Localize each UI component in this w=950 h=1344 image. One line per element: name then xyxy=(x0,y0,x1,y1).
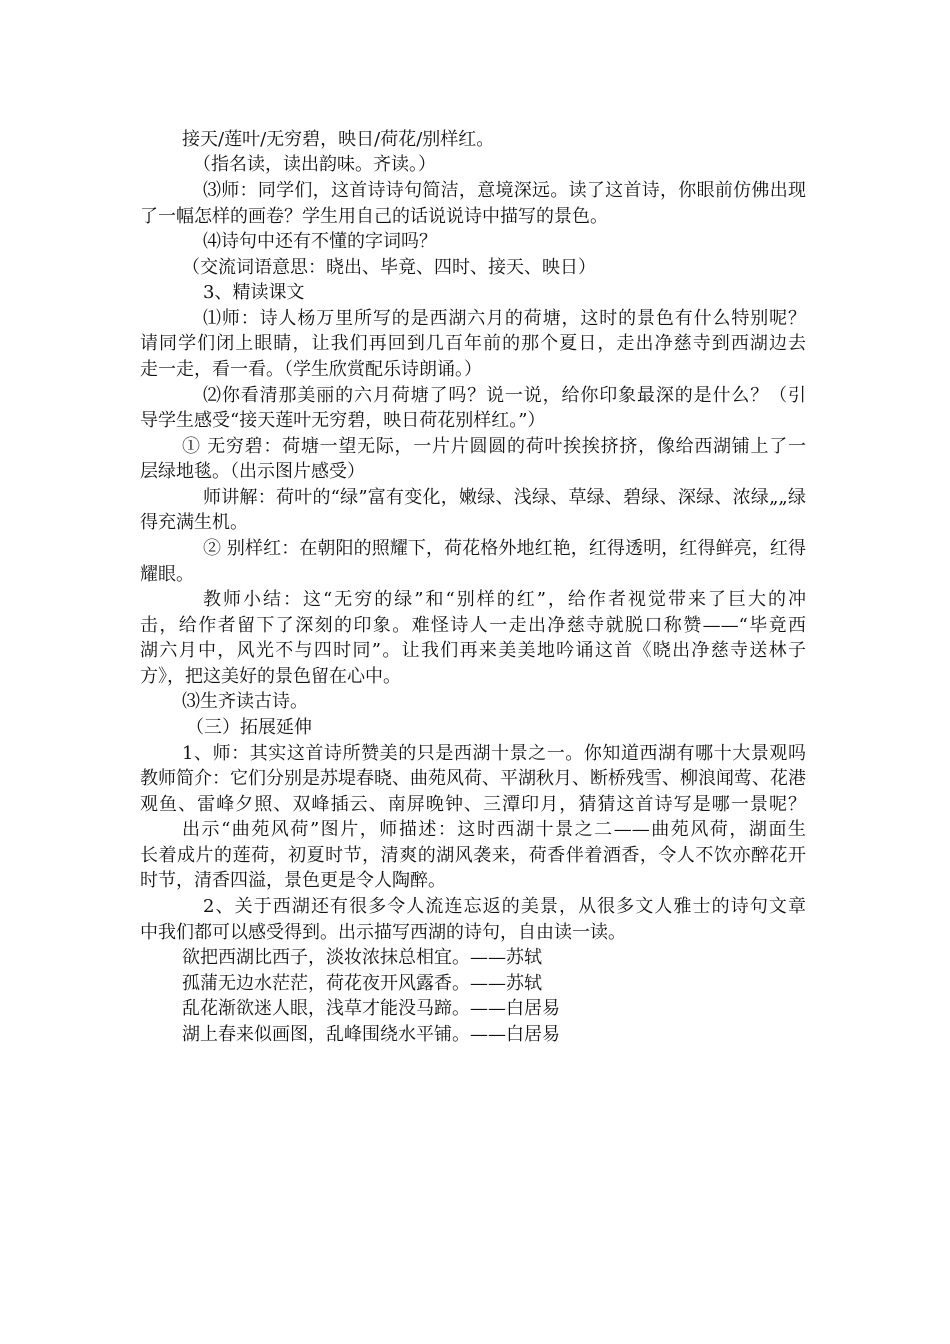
text-line: （交流词语意思：晓出、毕竟、四时、接天、映日） xyxy=(182,257,596,278)
text-line: 耀眼。 xyxy=(140,564,194,585)
text-line: 教师小结：这“无穷的绿”和“别样的红”，给作者视觉带来了巨大的冲 xyxy=(203,589,806,610)
text-line: 方》，把这美好的景色留在心中。 xyxy=(140,666,401,687)
text-line: 接天/莲叶/无穷碧，映日/荷花/别样红。 xyxy=(182,129,495,150)
text-line: ⑴师：诗人杨万里所写的是西湖六月的荷塘，这时的景色有什么特别呢？ xyxy=(203,308,806,329)
section-heading: （三）拓展延伸 xyxy=(186,717,312,738)
text-line: 得充满生机。 xyxy=(140,512,248,533)
text-line: 出示“曲苑风荷”图片，师描述：这时西湖十景之二——曲苑风荷，湖面生 xyxy=(182,819,806,840)
text-line: ⑷诗句中还有不懂的字词吗？ xyxy=(203,231,437,252)
text-line: 湖六月中，风光不与四时同”。让我们再来美美地吟诵这首《晓出净慈寺送林子 xyxy=(140,640,806,661)
poem-line: 孤蒲无边水茫茫，荷花夜开风露香。——苏轼 xyxy=(182,973,542,994)
text-line: 走一走，看一看。（学生欣赏配乐诗朗诵。） xyxy=(140,359,482,380)
text-line: 层绿地毯。（出示图片感受） xyxy=(140,461,365,482)
text-line: 长着成片的莲荷，初夏时节，清爽的湖风袭来，荷香伴着酒香，令人不饮亦醉花开 xyxy=(140,845,806,866)
poem-line: 湖上春来似画图，乱峰围绕水平铺。——白居易 xyxy=(182,1024,560,1045)
text-line: 中我们都可以感受得到。出示描写西湖的诗句，自由读一读。 xyxy=(140,922,626,943)
poem-line: 乱花渐欲迷人眼，浅草才能没马蹄。——白居易 xyxy=(182,998,560,1019)
text-line: 2、关于西湖还有很多令人流连忘返的美景，从很多文人雅士的诗句文章 xyxy=(203,896,806,917)
text-line: ⑵你看清那美丽的六月荷塘了吗？说一说，给你印象最深的是什么？（引 xyxy=(203,385,806,406)
text-line: 请同学们闭上眼睛，让我们再回到几百年前的那个夏日，走出净慈寺到西湖边去 xyxy=(140,333,806,354)
text-line: ⑶生齐读古诗。 xyxy=(182,691,308,712)
text-line: 观鱼、雷峰夕照、双峰插云、南屏晚钟、三潭印月，猜猜这首诗写是哪一景呢？ xyxy=(140,794,806,815)
text-line: 导学生感受“接天莲叶无穷碧，映日荷花别样红。”） xyxy=(140,410,546,431)
poem-line: 欲把西湖比西子，淡妆浓抹总相宜。——苏轼 xyxy=(182,947,542,968)
text-line: 时节，清香四溢，景色更是令人陶醉。 xyxy=(140,870,446,891)
text-line: 1、师：其实这首诗所赞美的只是西湖十景之一。你知道西湖有哪十大景观吗 xyxy=(182,743,806,764)
text-line: ① 无穷碧：荷塘一望无际，一片片圆圆的荷叶挨挨挤挤，像给西湖铺上了一 xyxy=(182,436,806,457)
text-line: 教师简介：它们分别是苏堤春晓、曲苑风荷、平湖秋月、断桥残雪、柳浪闻莺、花港 xyxy=(140,768,806,789)
text-line: （指名读，读出韵味。齐读。） xyxy=(193,154,436,175)
text-line: 师讲解：荷叶的“绿”富有变化，嫩绿、浅绿、草绿、碧绿、深绿、浓绿„„绿 xyxy=(203,487,806,508)
section-heading: 3、精读课文 xyxy=(203,282,305,303)
text-line: ② 别样红：在朝阳的照耀下，荷花格外地红艳，红得透明，红得鲜亮，红得 xyxy=(203,538,806,559)
text-line: 了一幅怎样的画卷？学生用自己的话说说诗中描写的景色。 xyxy=(140,206,608,227)
text-line: ⑶师：同学们，这首诗诗句简洁，意境深远。读了这首诗，你眼前仿佛出现 xyxy=(203,180,806,201)
text-line: 击，给作者留下了深刻的印象。难怪诗人一走出净慈寺就脱口称赞——“毕竟西 xyxy=(140,615,806,636)
